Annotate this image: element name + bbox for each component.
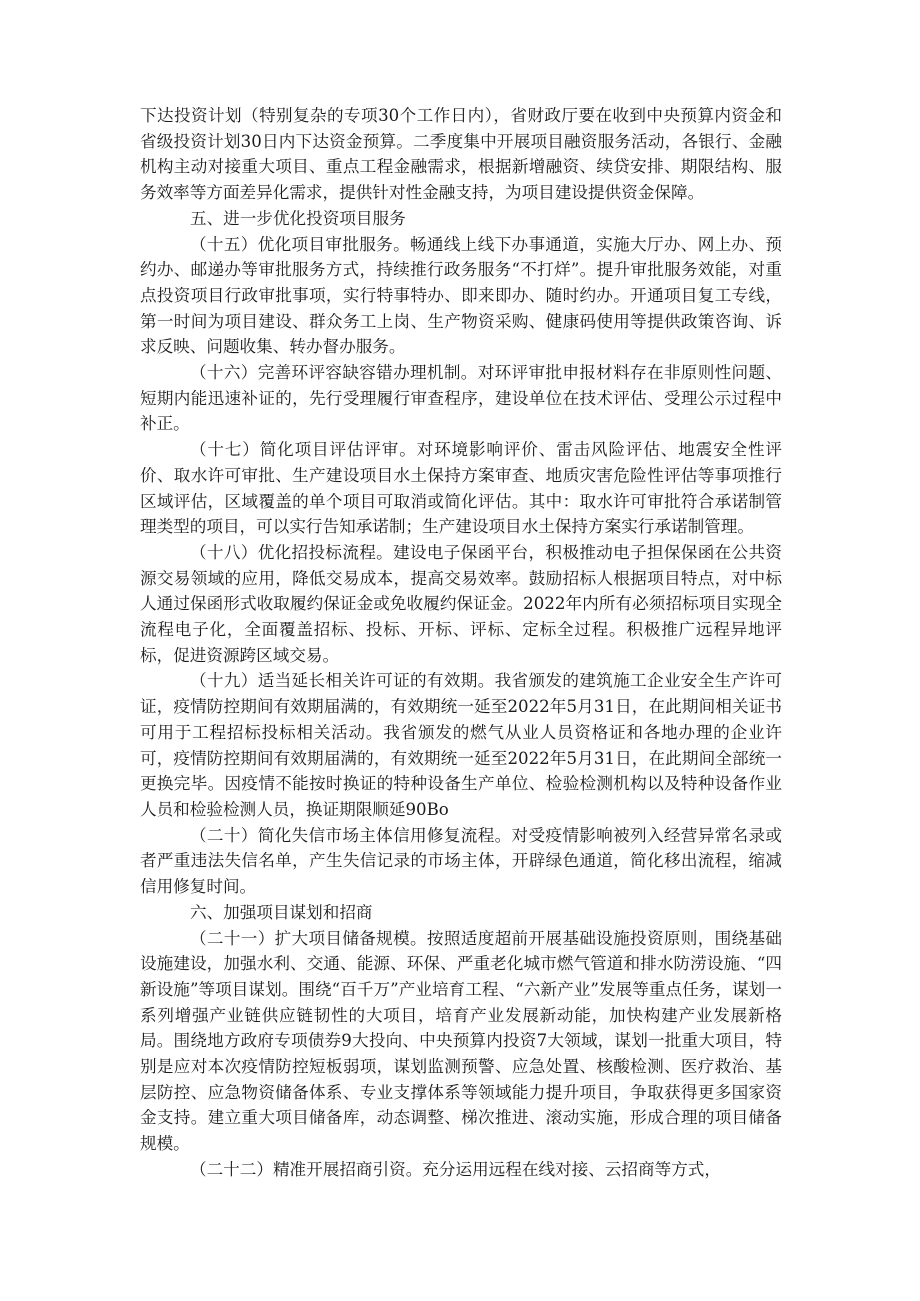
paragraph-22: （二十二）精准开展招商引资。充分运用远程在线对接、云招商等方式， [190, 1159, 721, 1179]
paragraph-17: （十七）简化项目评估评审。对环境影响评价、雷击风险评估、地震安全性评价、取水许可审批、生产建设项目水土保持方案审查、地质灾害危险性评估等事项推行区域评估，区域覆盖的单个项目可取消或简化评估。其中：取水许可审批符合承诺制管理类型的项目，可以实行告知承诺制；生产建设项目水土保持方案实行承诺制管理。 [140, 440, 782, 537]
paragraph-continuation: 下达投资计划（特别复杂的专项30个工作日内），省财政厅要在收到中央预算内资金和省级投资计划30日内下达资金预算。二季度集中开展项目融资服务活动，各银行、金融机构主动对接重大项目、重点工程金融需求，根据新增融资、续贷安排、期限结构、服务效率等方面差异化需求，提供针对性金融支持，为项目建设提供资金保障。 [140, 106, 782, 203]
section-heading-5: 五、进一步优化投资项目服务 [190, 208, 406, 228]
paragraph-21: （二十一）扩大项目储备规模。按照适度超前开展基础设施投资原则，围绕基础设施建设，加强水利、交通、能源、环保、严重老化城市燃气管道和排水防涝设施、“四新设施”等项目谋划。围绕“百千万”产业培育工程、“六新产业”发展等重点任务，谋划一系列增强产业链供应链韧性的大项目，培育产业发展新动能，加快构建产业发展新格局。围绕地方政府专项债券9大投向、中央预算内投资7大领域，谋划一批重大项目，特别是应对本次疫情防控短板弱项，谋划监测预警、应急处置、核酸检测、医疗救治、基层防控、应急物资储备体系、专业支撑体系等领域能力提升项目，争取获得更多国家资金支持。建立重大项目储备库，动态调整、梯次推进、滚动实施，形成合理的项目储备规模。 [140, 928, 782, 1154]
paragraph-16: （十六）完善环评容缺容错办理机制。对环评审批申报材料存在非原则性问题、短期内能迅速补证的，先行受理履行审查程序，建设单位在技术评估、受理公示过程中补正。 [140, 363, 782, 434]
section-heading-6: 六、加强项目谋划和招商 [190, 902, 373, 922]
document-page [140, 103, 782, 1183]
paragraph-18: （十八）优化招投标流程。建设电子保函平台，积极推动电子担保保函在公共资源交易领域的应用，降低交易成本，提高交易效率。鼓励招标人根据项目特点，对中标人通过保函形式收取履约保证金或免收履约保证金。2022年内所有必须招标项目实现全流程电子化，全面覆盖招标、投标、开标、评标、定标全过程。积极推广远程异地评标，促进资源跨区域交易。 [140, 542, 782, 665]
paragraph-19: （十九）适当延长相关许可证的有效期。我省颁发的建筑施工企业安全生产许可证，疫情防控期间有效期届满的，有效期统一延至2022年5月31日，在此期间相关证书可用于工程招标投标相关活动。我省颁发的燃气从业人员资格证和各地办理的企业许可，疫情防控期间有效期届满的，有效期统一延至2022年5月31日，在此期间全部统一更换完毕。因疫情不能按时换证的特种设备生产单位、检验检测机构以及特种设备作业人员和检验检测人员，换证期限顺延90Bo [140, 671, 782, 819]
paragraph-20: （二十）简化失信市场主体信用修复流程。对受疫情影响被列入经营异常名录或者严重违法失信名单，产生失信记录的市场主体，开辟绿色通道，简化移出流程，缩减信用修复时间。 [140, 825, 782, 897]
paragraph-15: （十五）优化项目审批服务。畅通线上线下办事通道，实施大厅办、网上办、预约办、邮递办等审批服务方式，持续推行政务服务“不打烊”。提升审批服务效能，对重点投资项目行政审批事项，实行特事特办、即来即办、随时约办。开通项目复工专线，第一时间为项目建设、群众务工上岗、生产物资采购、健康码使用等提供政策咨询、诉求反映、问题收集、转办督办服务。 [140, 234, 782, 357]
